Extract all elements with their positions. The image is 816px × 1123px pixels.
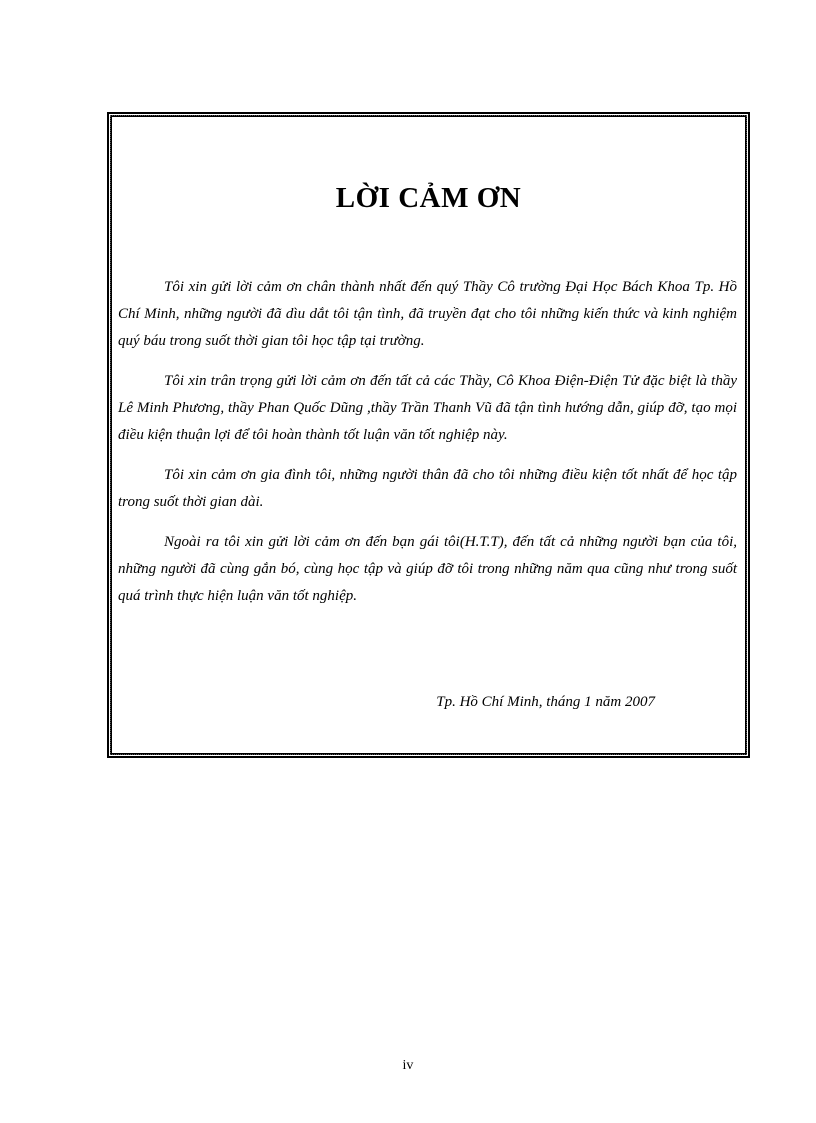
place-date-signature: Tp. Hồ Chí Minh, tháng 1 năm 2007 [436, 694, 655, 710]
paragraph-teachers: Tôi xin gửi lời cảm ơn chân thành nhất đến quý Thầy Cô trường Đại Học Bách Khoa Tp. Hồ Chí Minh, những người đã dìu dắt tôi tận tình, đã truyền đạt cho tôi những kiến thức và kinh nghiệm quý báu trong suốt thời gian tôi học tập tại trường. [118, 279, 737, 349]
page-title: LỜI CẢM ƠN [335, 182, 522, 214]
acknowledgement-frame [107, 112, 750, 758]
page-number: iv [402, 1058, 414, 1073]
acknowledgement-body [118, 274, 737, 623]
paragraph-friends: Ngoài ra tôi xin gửi lời cảm ơn đến bạn gái tôi(H.T.T), đến tất cả những người bạn của tôi, những người đã cùng gắn bó, cùng học tập và giúp đỡ tôi trong những năm qua cũng như trong suốt quá trình thực hiện luận văn tốt nghiệp. [118, 534, 737, 604]
paragraph-faculty: Tôi xin trân trọng gửi lời cảm ơn đến tất cả các Thầy, Cô Khoa Điện-Điện Tử đặc biệt là thầy Lê Minh Phương, thầy Phan Quốc Dũng ,thầy Trần Thanh Vũ đã tận tình hướng dẫn, giúp đỡ, tạo mọi điều kiện thuận lợi để tôi hoàn thành tốt luận văn tốt nghiệp này. [118, 373, 737, 443]
paragraph-family: Tôi xin cảm ơn gia đình tôi, những người thân đã cho tôi những điều kiện tốt nhất để học tập trong suốt thời gian dài. [118, 467, 737, 510]
